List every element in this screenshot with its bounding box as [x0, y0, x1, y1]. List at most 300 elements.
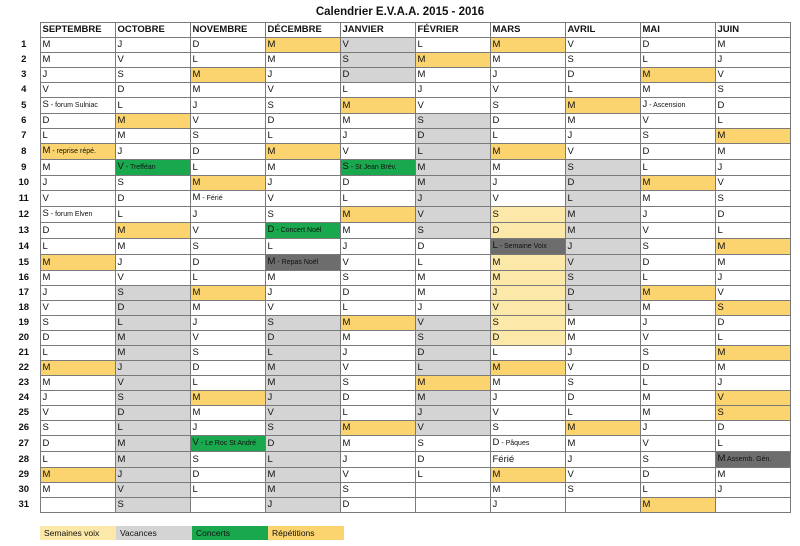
calendar-cell: [40, 176, 115, 191]
calendar-cell: [565, 301, 640, 316]
weekday-letter: S: [267, 317, 274, 328]
calendar-cell: [640, 346, 715, 361]
weekday-letter: S: [717, 302, 724, 313]
weekday-letter: J: [42, 392, 48, 403]
day-row: [8, 452, 790, 468]
calendar-cell: [715, 129, 790, 144]
legend-item: Répétitions: [268, 526, 344, 540]
day-number: 1: [8, 38, 40, 53]
day-number: 15: [8, 255, 40, 271]
weekday-letter: J: [192, 317, 198, 328]
calendar-cell: [715, 255, 790, 271]
calendar-cell: [265, 98, 340, 114]
weekday-letter: J: [417, 302, 423, 313]
weekday-letter: V: [117, 484, 124, 495]
calendar-cell: [490, 176, 565, 191]
calendar-cell: [415, 436, 490, 452]
calendar-cell: [115, 191, 190, 207]
calendar-cell: [715, 176, 790, 191]
calendar-cell: [340, 436, 415, 452]
calendar-cell: [340, 286, 415, 301]
calendar-cell: [640, 53, 715, 68]
day-row: [8, 346, 790, 361]
weekday-letter: V: [492, 84, 499, 95]
day-number: 24: [8, 391, 40, 406]
calendar-cell: [115, 53, 190, 68]
calendar-cell: [115, 346, 190, 361]
weekday-letter: J: [492, 287, 498, 298]
calendar-cell: [340, 114, 415, 129]
calendar-cell: [565, 361, 640, 376]
weekday-letter: J: [117, 469, 123, 480]
weekday-letter: L: [192, 377, 198, 388]
weekday-letter: M: [42, 272, 51, 283]
weekday-letter: L: [42, 347, 48, 358]
weekday-letter: V: [342, 362, 349, 373]
weekday-letter: J: [117, 145, 123, 157]
weekday-letter: M: [642, 499, 651, 510]
weekday-letter: S: [567, 161, 574, 173]
calendar-cell: [115, 271, 190, 286]
day-row: [8, 255, 790, 271]
calendar-cell: [265, 421, 340, 436]
event-note: - St Jean Brév.: [348, 164, 397, 171]
calendar-cell: [715, 361, 790, 376]
weekday-letter: D: [342, 499, 350, 510]
weekday-letter: S: [417, 437, 424, 449]
day-row: [8, 53, 790, 68]
weekday-letter: L: [342, 302, 348, 313]
calendar-cell: [640, 83, 715, 98]
weekday-letter: D: [567, 287, 575, 298]
calendar-cell: [565, 160, 640, 176]
weekday-letter: M: [192, 69, 201, 80]
weekday-letter: D: [417, 240, 425, 252]
calendar-cell: [490, 361, 565, 376]
weekday-letter: V: [717, 177, 724, 188]
weekday-letter: M: [492, 54, 501, 65]
calendar-cell: [490, 98, 565, 114]
calendar-cell: [265, 255, 340, 271]
weekday-letter: L: [192, 161, 198, 173]
weekday-letter: V: [492, 407, 499, 418]
calendar-cell: [340, 361, 415, 376]
weekday-letter: M: [342, 422, 351, 433]
day-row: [8, 286, 790, 301]
calendar-cell: [715, 406, 790, 421]
day-row: [8, 191, 790, 207]
calendar-cell: [190, 316, 265, 331]
day-row: [8, 223, 790, 239]
weekday-letter: L: [567, 192, 573, 204]
weekday-letter: J: [267, 69, 273, 80]
calendar-cell: [115, 483, 190, 498]
calendar-cell: [115, 316, 190, 331]
calendar-cell: [415, 301, 490, 316]
weekday-letter: S: [492, 422, 499, 433]
weekday-letter: M: [342, 332, 351, 343]
weekday-letter: V: [492, 192, 499, 204]
calendar-cell: [190, 83, 265, 98]
calendar-cell: [490, 239, 565, 255]
calendar-cell: [340, 498, 415, 513]
weekday-letter: S: [192, 347, 199, 358]
day-number: 21: [8, 346, 40, 361]
calendar-cell: [265, 376, 340, 391]
calendar-cell: [490, 286, 565, 301]
calendar-cell: [640, 301, 715, 316]
day-row: [8, 176, 790, 191]
calendar-cell: [40, 68, 115, 83]
weekday-letter: L: [642, 54, 648, 65]
calendar-cell: [415, 239, 490, 255]
weekday-letter: S: [642, 240, 649, 252]
weekday-letter: S: [642, 130, 649, 141]
calendar-cell: [490, 421, 565, 436]
day-row: [8, 38, 790, 53]
weekday-letter: M: [342, 99, 351, 111]
weekday-letter: M: [717, 347, 726, 358]
calendar-cell: [190, 271, 265, 286]
day-number: 6: [8, 114, 40, 129]
weekday-letter: V: [567, 362, 574, 373]
weekday-letter: L: [342, 192, 348, 204]
day-number: 27: [8, 436, 40, 452]
calendar-cell: [715, 271, 790, 286]
weekday-letter: M: [567, 115, 576, 126]
calendar-cell: [490, 498, 565, 513]
calendar-cell: [40, 361, 115, 376]
weekday-letter: M: [717, 453, 726, 464]
calendar-cell: [415, 346, 490, 361]
weekday-letter: M: [492, 362, 501, 373]
weekday-letter: L: [42, 240, 48, 252]
weekday-letter: M: [267, 54, 276, 65]
weekday-letter: M: [192, 407, 201, 418]
weekday-letter: L: [417, 469, 423, 480]
calendar-cell: [265, 176, 340, 191]
calendar-cell: [115, 129, 190, 144]
calendar-cell: [640, 286, 715, 301]
weekday-letter: V: [42, 84, 49, 95]
weekday-letter: L: [417, 39, 423, 50]
calendar-cell: [640, 421, 715, 436]
weekday-letter: L: [717, 332, 723, 343]
calendar-cell: [715, 68, 790, 83]
weekday-letter: M: [717, 362, 726, 373]
month-header: JUIN: [715, 23, 790, 38]
weekday-letter: M: [642, 84, 651, 95]
weekday-letter: L: [567, 407, 573, 418]
calendar-cell: [415, 38, 490, 53]
calendar-cell: [640, 207, 715, 223]
weekday-letter: M: [417, 177, 426, 188]
day-row: [8, 468, 790, 483]
weekday-letter: J: [492, 499, 498, 510]
event-note: - Trefféan: [123, 164, 156, 171]
weekday-letter: L: [717, 115, 723, 126]
calendar-cell: [490, 83, 565, 98]
day-number: 26: [8, 421, 40, 436]
calendar-cell: [265, 68, 340, 83]
calendar-cell: [40, 286, 115, 301]
weekday-letter: D: [342, 69, 350, 80]
weekday-letter: M: [492, 484, 501, 495]
weekday-letter: D: [192, 39, 200, 50]
calendar-cell: [340, 346, 415, 361]
weekday-letter: M: [717, 145, 726, 157]
calendar-cell: [640, 468, 715, 483]
event-note: - Férié: [200, 195, 223, 202]
weekday-letter: L: [267, 453, 273, 465]
day-row: [8, 361, 790, 376]
weekday-letter: V: [567, 256, 574, 268]
day-number: 14: [8, 239, 40, 255]
calendar-cell: [490, 376, 565, 391]
calendar-cell: [265, 223, 340, 239]
weekday-letter: J: [267, 177, 273, 188]
calendar-cell: [265, 436, 340, 452]
calendar-cell: [415, 452, 490, 468]
calendar-cell: [190, 406, 265, 421]
weekday-letter: M: [642, 287, 651, 298]
weekday-letter: M: [117, 240, 126, 252]
calendar-cell: [190, 361, 265, 376]
calendar-cell: [115, 239, 190, 255]
weekday-letter: M: [642, 392, 651, 403]
weekday-letter: M: [192, 192, 201, 203]
calendar-cell: [490, 223, 565, 239]
weekday-letter: M: [342, 317, 351, 328]
weekday-letter: D: [492, 224, 500, 236]
day-number: 2: [8, 53, 40, 68]
weekday-letter: V: [417, 422, 424, 433]
weekday-letter: S: [117, 287, 124, 298]
calendar-cell: [190, 468, 265, 483]
weekday-letter: J: [717, 272, 723, 283]
weekday-letter: Férié: [492, 453, 515, 465]
event-note: - forum Sulniac: [48, 102, 98, 109]
calendar-cell: [265, 83, 340, 98]
weekday-letter: M: [567, 208, 576, 220]
month-header: NOVEMBRE: [190, 23, 265, 38]
calendar-cell: [565, 483, 640, 498]
weekday-letter: S: [342, 161, 349, 172]
calendar-cell: [565, 68, 640, 83]
calendar-cell: [265, 38, 340, 53]
weekday-letter: D: [717, 317, 725, 328]
calendar-cell: [190, 421, 265, 436]
calendar-cell: [265, 391, 340, 406]
calendar-cell: [565, 406, 640, 421]
day-row: [8, 207, 790, 223]
calendar-cell: [40, 83, 115, 98]
calendar-cell: [490, 271, 565, 286]
weekday-letter: D: [717, 99, 725, 111]
event-note: - Semaine Voix: [497, 243, 547, 250]
calendar-cell: [715, 114, 790, 129]
calendar-cell: [265, 301, 340, 316]
weekday-letter: M: [267, 161, 276, 173]
day-number: 30: [8, 483, 40, 498]
weekday-letter: M: [42, 39, 51, 50]
weekday-letter: V: [342, 256, 349, 268]
calendar-cell: [190, 129, 265, 144]
day-number: 28: [8, 452, 40, 468]
calendar-cell: [490, 331, 565, 346]
month-header: OCTOBRE: [115, 23, 190, 38]
calendar-cell: [415, 83, 490, 98]
calendar-cell: [190, 436, 265, 452]
day-row: [8, 144, 790, 160]
day-row: [8, 160, 790, 176]
calendar-cell: [40, 391, 115, 406]
weekday-letter: S: [717, 84, 724, 95]
calendar-cell: [565, 271, 640, 286]
calendar-cell: [490, 207, 565, 223]
weekday-letter: M: [42, 377, 51, 388]
weekday-letter: D: [717, 208, 725, 220]
calendar-cell: [40, 144, 115, 160]
calendar-cell: [640, 68, 715, 83]
calendar-cell: [490, 191, 565, 207]
calendar-cell: [415, 286, 490, 301]
calendar-cell: [715, 53, 790, 68]
weekday-letter: V: [417, 99, 424, 111]
calendar-cell: [715, 191, 790, 207]
calendar-cell: [115, 98, 190, 114]
calendar-cell: [415, 255, 490, 271]
weekday-letter: J: [342, 453, 348, 465]
weekday-letter: V: [567, 39, 574, 50]
calendar-cell: [715, 421, 790, 436]
calendar-cell: [415, 160, 490, 176]
weekday-letter: S: [192, 240, 199, 252]
calendar-cell: [340, 98, 415, 114]
weekday-letter: V: [192, 115, 199, 126]
calendar-cell: [340, 38, 415, 53]
weekday-letter: L: [642, 161, 648, 173]
weekday-letter: S: [492, 99, 499, 111]
weekday-letter: J: [342, 240, 348, 252]
weekday-letter: M: [117, 130, 126, 141]
weekday-letter: S: [567, 54, 574, 65]
weekday-letter: M: [417, 377, 426, 388]
calendar-cell: [40, 346, 115, 361]
calendar-cell: [415, 98, 490, 114]
calendar-cell: [415, 316, 490, 331]
calendar-cell: [190, 144, 265, 160]
day-row: [8, 391, 790, 406]
calendar-cell: [115, 286, 190, 301]
calendar-cell: [115, 391, 190, 406]
weekday-letter: M: [42, 145, 51, 156]
weekday-letter: J: [117, 362, 123, 373]
calendar-cell: [415, 421, 490, 436]
calendar-cell: [265, 346, 340, 361]
day-row: [8, 483, 790, 498]
weekday-letter: V: [42, 407, 49, 418]
calendar-cell: [415, 271, 490, 286]
calendar-cell: [640, 436, 715, 452]
weekday-letter: S: [42, 99, 49, 110]
month-header-row: [8, 23, 790, 38]
calendar-cell: [115, 114, 190, 129]
calendar-cell: [715, 160, 790, 176]
calendar-cell: [115, 255, 190, 271]
calendar-cell: [640, 176, 715, 191]
weekday-letter: S: [117, 392, 124, 403]
calendar-cell: [40, 191, 115, 207]
calendar-cell: [490, 301, 565, 316]
weekday-letter: M: [567, 99, 576, 111]
weekday-letter: M: [117, 115, 126, 126]
header-corner: [8, 23, 40, 38]
day-row: [8, 498, 790, 513]
weekday-letter: L: [42, 453, 48, 465]
weekday-letter: J: [42, 287, 48, 298]
weekday-letter: M: [417, 69, 426, 80]
weekday-letter: S: [342, 377, 349, 388]
calendar-cell: [265, 316, 340, 331]
calendar-cell: [565, 83, 640, 98]
day-number: 19: [8, 316, 40, 331]
weekday-letter: L: [642, 377, 648, 388]
weekday-letter: S: [717, 407, 724, 418]
weekday-letter: V: [192, 224, 199, 236]
calendar-cell: [190, 207, 265, 223]
calendar-cell: [715, 207, 790, 223]
calendar-cell: [190, 160, 265, 176]
calendar-cell: [490, 316, 565, 331]
weekday-letter: V: [117, 161, 124, 172]
day-row: [8, 68, 790, 83]
weekday-letter: S: [117, 177, 124, 188]
calendar-cell: [40, 376, 115, 391]
calendar-cell: [415, 207, 490, 223]
weekday-letter: D: [642, 39, 650, 50]
calendar-cell: [490, 160, 565, 176]
calendar-cell: [40, 38, 115, 53]
weekday-letter: J: [567, 240, 573, 252]
weekday-letter: J: [417, 407, 423, 418]
weekday-letter: L: [642, 272, 648, 283]
weekday-letter: M: [117, 437, 126, 449]
calendar-cell: [340, 83, 415, 98]
calendar-cell: [265, 207, 340, 223]
calendar-cell: [490, 53, 565, 68]
weekday-letter: M: [267, 377, 276, 388]
calendar-cell: [190, 346, 265, 361]
day-number: 23: [8, 376, 40, 391]
weekday-letter: L: [492, 240, 498, 251]
weekday-letter: D: [417, 347, 425, 358]
weekday-letter: J: [267, 392, 273, 403]
weekday-letter: L: [342, 407, 348, 418]
calendar-cell: [415, 468, 490, 483]
calendar-cell: [490, 483, 565, 498]
weekday-letter: D: [492, 437, 500, 448]
calendar-cell: [40, 223, 115, 239]
weekday-letter: M: [417, 287, 426, 298]
weekday-letter: S: [342, 484, 349, 495]
calendar-cell: [715, 144, 790, 160]
calendar-cell: [340, 207, 415, 223]
calendar-cell: [490, 468, 565, 483]
month-header: FÉVRIER: [415, 23, 490, 38]
legend-item: Concerts: [192, 526, 268, 540]
weekday-letter: J: [717, 161, 723, 173]
